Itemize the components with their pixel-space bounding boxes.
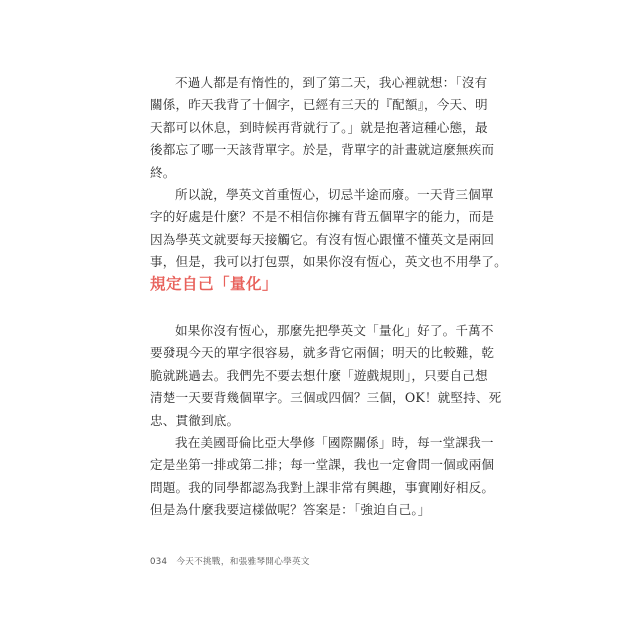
page-footer bbox=[150, 555, 310, 567]
text-line: 要發現今天的單字很容易，就多背它兩個；明天的比較難，乾 bbox=[150, 345, 495, 361]
text-line: 清楚一天要背幾個單字。三個或四個？三個，OK！就堅持、死 bbox=[150, 390, 502, 406]
body-text-top bbox=[150, 72, 507, 274]
text-line: 天都可以休息，到時候再背就行了。」就是抱著這種心態，最 bbox=[150, 119, 488, 135]
text-line: 忠、貫徹到底。 bbox=[150, 412, 240, 428]
text-line: 脆就跳過去。我們先不要去想什麼「遊戲規則」，只要自己想 bbox=[150, 367, 488, 383]
running-title: 今天不挑戰，和張雅琴開心學英文 bbox=[176, 557, 310, 567]
text-line: 關係，昨天我背了十個字，已經有三天的『配額』，今天、明 bbox=[150, 97, 488, 113]
paragraph bbox=[150, 432, 495, 522]
text-line: 字的好處是什麼？不是不相信你擁有背五個單字的能力，而是 bbox=[150, 209, 495, 225]
paragraph bbox=[150, 72, 495, 184]
text-line: 但是為什麼我要這樣做呢？答案是：「強迫自己。」 bbox=[150, 502, 431, 518]
text-line: 所以說，學英文首重恆心，切忌半途而廢。一天背三個單 bbox=[175, 186, 494, 202]
text-line: 定是坐第一排或第二排；每一堂課，我也一定會問一個或兩個 bbox=[150, 457, 495, 473]
text-line: 後都忘了哪一天該背單字。於是，背單字的計畫就這麼無疾而 bbox=[150, 142, 495, 158]
text-line: 我在美國哥倫比亞大學修「國際關係」時，每一堂課我一 bbox=[175, 434, 494, 450]
text-line: 事，但是，我可以打包票，如果你沒有恆心，英文也不用學了。 bbox=[150, 254, 507, 270]
page-number: 034 bbox=[150, 557, 168, 567]
text-line: 如果你沒有恆心，那麼先把學英文「量化」好了。千萬不 bbox=[175, 323, 494, 338]
body-text-bottom bbox=[150, 320, 502, 522]
paragraph bbox=[150, 184, 507, 274]
text-line: 問題。我的同學都認為我對上課非常有興趣，事實剛好相反。 bbox=[150, 479, 495, 495]
text-line: 不過人都是有惰性的，到了第二天，我心裡就想：「沒有 bbox=[175, 75, 488, 90]
section-heading: 規定自己「量化」 bbox=[150, 275, 279, 293]
text-line: 終。 bbox=[150, 164, 176, 180]
paragraph bbox=[150, 320, 502, 432]
text-line: 因為學英文就要每天接觸它。有沒有恆心跟懂不懂英文是兩回 bbox=[150, 231, 495, 247]
